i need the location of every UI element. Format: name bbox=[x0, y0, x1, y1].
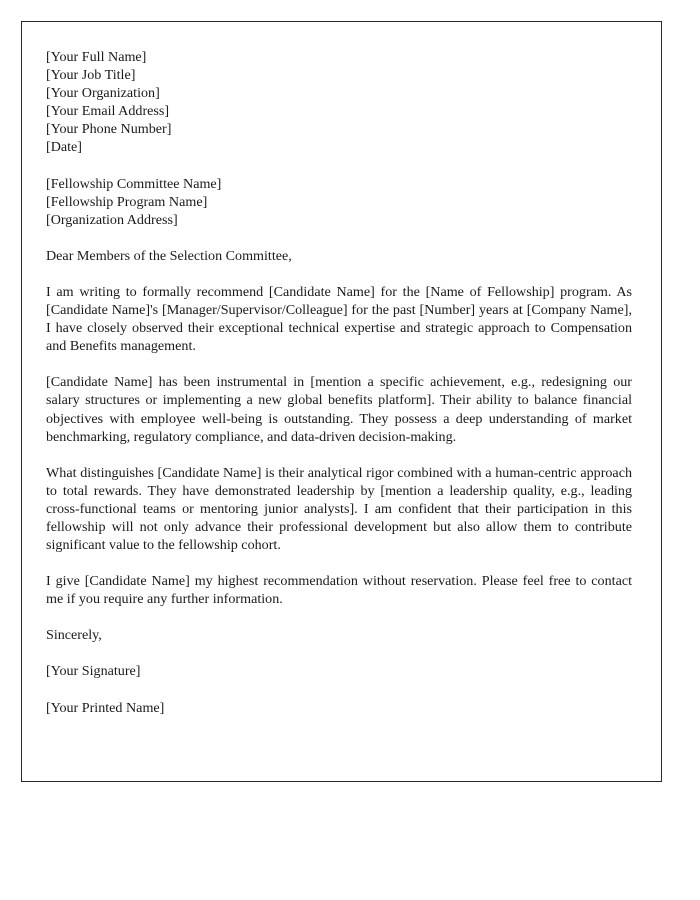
printed-name-placeholder: [Your Printed Name] bbox=[46, 699, 165, 716]
sender-full-name: [Your Full Name] bbox=[46, 49, 147, 65]
paragraph-text: [Candidate Name] has been instrumental in [mention a specific achievement, e.g., redesigning our salary structures or implementing a new global benefits platform]. Their ability to balance financial objectives with employee well-being is outstanding. They possess a deep understanding of market benchmarking, regulatory compliance, and data-driven decision-making. bbox=[46, 374, 632, 445]
recipient-committee-name: [Fellowship Committee Name] bbox=[46, 175, 222, 192]
paragraph-text: I am writing to formally recommend [Candidate Name] for the [Name of Fellowship] program. As [Candidate Name]'s [Manager/Supervisor/Colleague] for the past [Number] years at [Company Name], I have closely observed their exceptional technical expertise and strategic approach to Compensation and Benefits management. bbox=[46, 283, 632, 355]
recipient-address-block bbox=[46, 175, 632, 229]
valediction-block bbox=[46, 626, 632, 644]
signature-block bbox=[46, 662, 632, 680]
letter-content bbox=[46, 48, 632, 717]
signature-placeholder: [Your Signature] bbox=[46, 663, 141, 680]
sender-phone-number: [Your Phone Number] bbox=[46, 121, 172, 138]
valediction-line: Sincerely, bbox=[46, 627, 102, 644]
body-paragraph-2 bbox=[46, 373, 632, 445]
body-paragraph-3 bbox=[46, 464, 632, 554]
salutation-block bbox=[46, 247, 632, 265]
body-paragraph-1 bbox=[46, 283, 632, 355]
document-page-frame bbox=[21, 21, 662, 782]
sender-organization: [Your Organization] bbox=[46, 85, 160, 102]
recipient-program-name: [Fellowship Program Name] bbox=[46, 193, 208, 210]
paragraph-text: I give [Candidate Name] my highest recommendation without reservation. Please feel free to contact me if you require any further information. bbox=[46, 573, 632, 608]
printed-name-block bbox=[46, 699, 632, 717]
sender-address-block bbox=[46, 48, 632, 157]
salutation-line: Dear Members of the Selection Committee, bbox=[46, 247, 292, 264]
letter-date: [Date] bbox=[46, 139, 82, 156]
sender-email-address: [Your Email Address] bbox=[46, 103, 170, 120]
recipient-organization-address: [Organization Address] bbox=[46, 211, 178, 228]
paragraph-text: What distinguishes [Candidate Name] is their analytical rigor combined with a human-centric approach to total rewards. They have demonstrated leadership by [mention a leadership quality, e.g., leading cross-functional teams or mentoring junior analysts]. I am confident that their participation in this fellowship will not only advance their professional development but also allow them to contribute significant value to the fellowship cohort. bbox=[46, 464, 632, 554]
sender-job-title: [Your Job Title] bbox=[46, 67, 136, 84]
body-paragraph-4 bbox=[46, 572, 632, 608]
